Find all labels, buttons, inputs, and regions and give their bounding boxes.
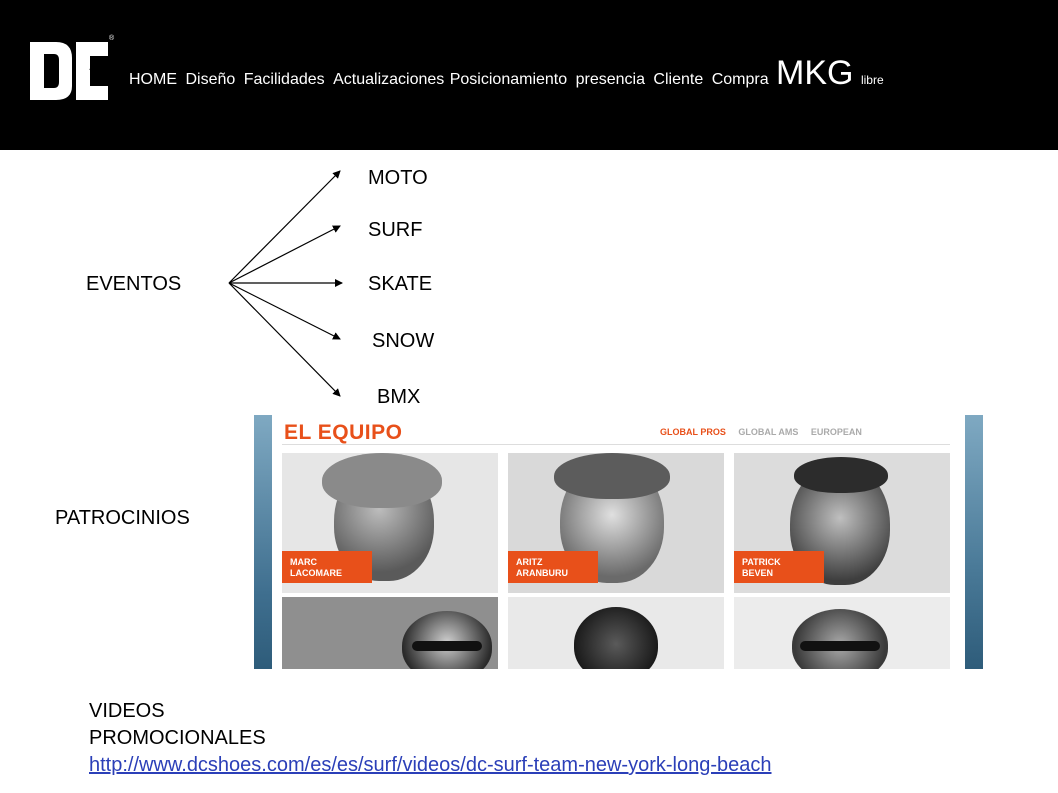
arrow-bmx bbox=[229, 283, 340, 396]
arrow-snow bbox=[229, 283, 340, 339]
team-tabs bbox=[660, 427, 872, 437]
sea-background-left bbox=[254, 415, 272, 669]
team-panel bbox=[272, 415, 965, 669]
tab-global-ams[interactable]: GLOBAL AMS bbox=[738, 427, 799, 437]
rider-hair bbox=[322, 453, 442, 508]
rider-photo bbox=[792, 609, 888, 669]
sea-background-right bbox=[965, 415, 983, 669]
eventos-label: EVENTOS bbox=[86, 273, 182, 295]
svg-text:®: ® bbox=[109, 35, 115, 42]
event-snow: SNOW bbox=[372, 330, 435, 352]
promocionales-label: PROMOCIONALES bbox=[89, 727, 266, 749]
team-panel-title: EL EQUIPO bbox=[284, 421, 403, 444]
rider-hair bbox=[794, 457, 888, 493]
rider-last-name: BEVEN bbox=[742, 568, 774, 578]
event-surf: SURF bbox=[368, 219, 423, 241]
nav-facilidades[interactable]: Facilidades bbox=[243, 71, 325, 88]
event-bmx: BMX bbox=[377, 386, 421, 408]
tab-european[interactable]: EUROPEAN bbox=[810, 427, 862, 437]
team-screenshot bbox=[254, 415, 983, 669]
patrocinios-label: PATROCINIOS bbox=[55, 507, 190, 529]
arrow-surf bbox=[229, 226, 340, 283]
sunglasses-icon bbox=[800, 641, 880, 651]
nav-diseno[interactable]: Diseño bbox=[185, 71, 236, 88]
rider-name-tag bbox=[734, 551, 824, 583]
event-skate: SKATE bbox=[368, 273, 433, 295]
videos-label: VIDEOS bbox=[89, 700, 165, 722]
rider-card[interactable] bbox=[282, 597, 498, 669]
rider-card[interactable] bbox=[508, 453, 724, 593]
rider-last-name: LACOMARE bbox=[290, 568, 342, 578]
arrow-moto bbox=[229, 171, 340, 283]
nav-posicionamiento[interactable]: Posicionamiento bbox=[449, 71, 568, 88]
rider-card[interactable] bbox=[734, 453, 950, 593]
rider-first-name: PATRICK bbox=[742, 557, 781, 567]
rider-first-name: ARITZ bbox=[516, 557, 543, 567]
rider-photo bbox=[574, 607, 658, 669]
nav-libre[interactable]: libre bbox=[860, 73, 884, 87]
rider-hair bbox=[554, 453, 670, 499]
rider-first-name: MARC bbox=[290, 557, 317, 567]
nav-actualizaciones[interactable]: Actualizaciones bbox=[333, 71, 445, 88]
rider-card[interactable] bbox=[282, 453, 498, 593]
event-moto: MOTO bbox=[368, 167, 428, 189]
video-link[interactable]: http://www.dcshoes.com/es/es/surf/videos/dc-surf-team-new-york-long-beach bbox=[89, 754, 772, 776]
nav-presencia[interactable]: presencia bbox=[575, 71, 645, 88]
rider-photo bbox=[402, 611, 492, 669]
rider-name-tag bbox=[508, 551, 598, 583]
rider-name-tag bbox=[282, 551, 372, 583]
nav-cliente[interactable]: Cliente bbox=[653, 71, 704, 88]
nav-compra[interactable]: Compra bbox=[711, 71, 769, 88]
rider-card[interactable] bbox=[508, 597, 724, 669]
rider-card[interactable] bbox=[734, 597, 950, 669]
sunglasses-icon bbox=[412, 641, 482, 651]
rider-last-name: ARANBURU bbox=[516, 568, 568, 578]
nav-home[interactable]: HOME bbox=[129, 71, 177, 88]
divider bbox=[282, 444, 950, 445]
nav-mkg[interactable]: MKG bbox=[776, 54, 854, 92]
tab-global-pros[interactable]: GLOBAL PROS bbox=[660, 427, 726, 437]
